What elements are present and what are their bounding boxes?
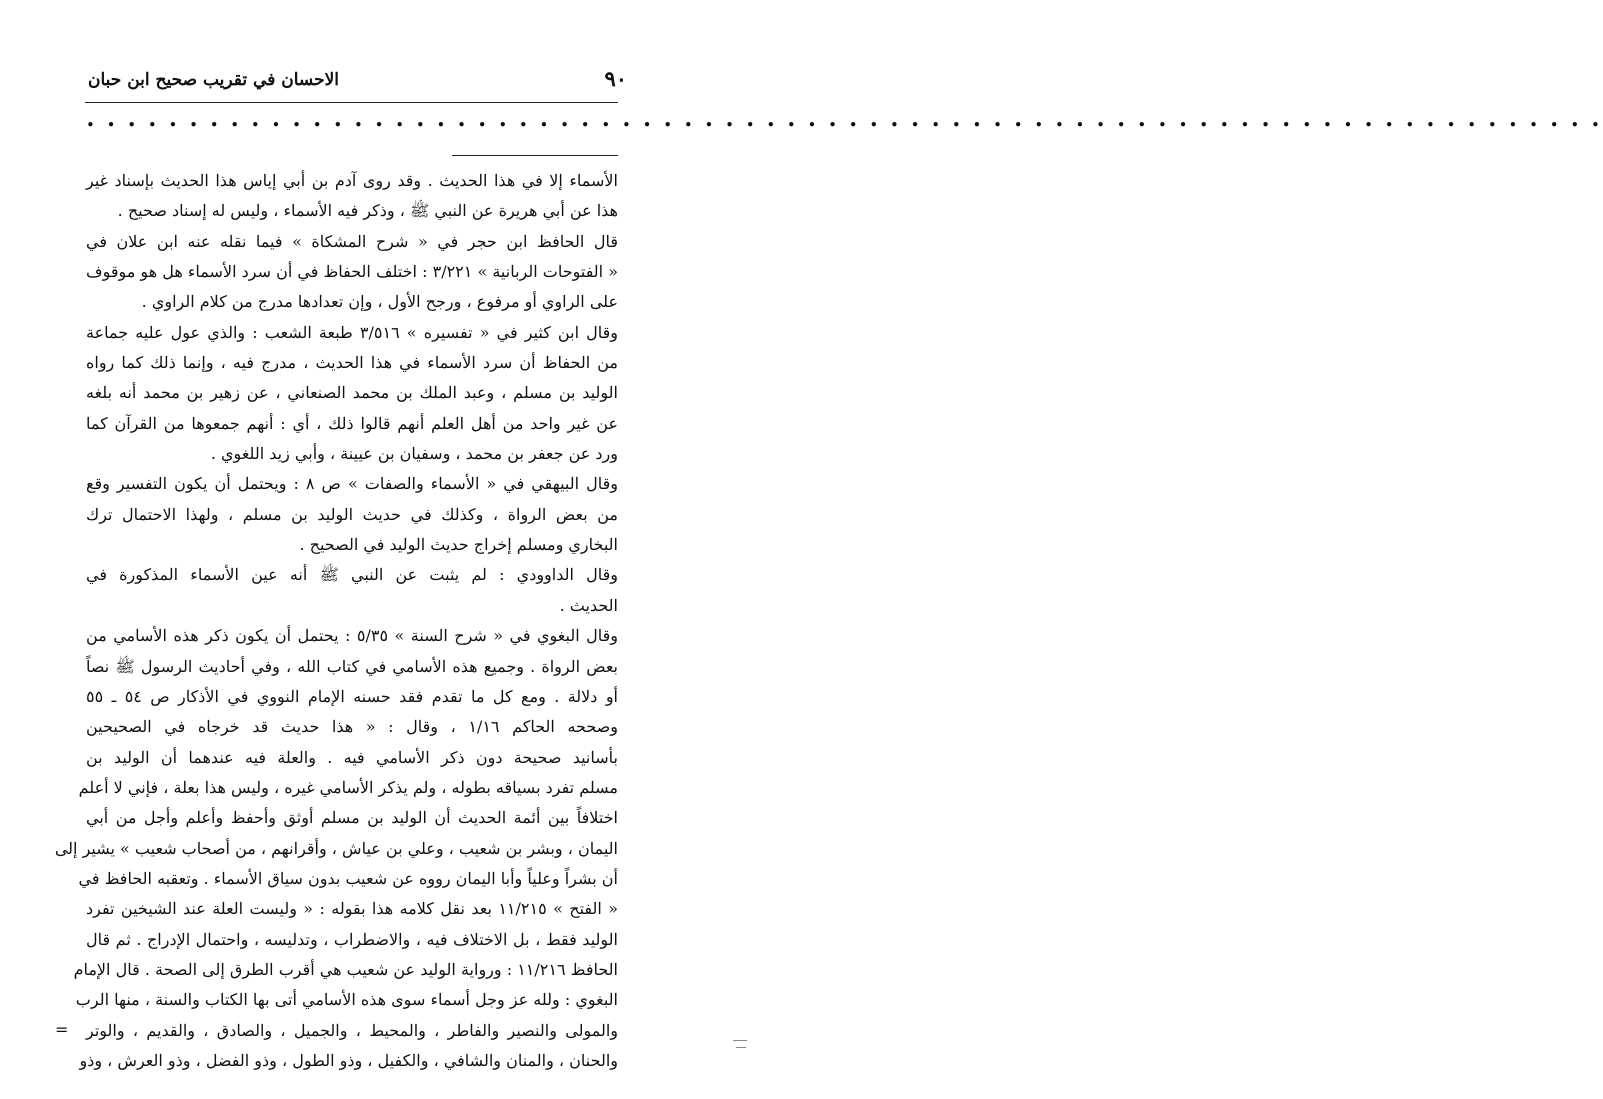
- footnote-line: عن غير واحد من أهل العلم أنهم قالوا ذلك ، أي : أنهم جمعوها من القرآن كما: [86, 413, 618, 433]
- footnote-line: قال الحافظ ابن حجر في « شرح المشكاة » فيما نقله عنه ابن علان في: [86, 231, 618, 251]
- footnote-line: الحديث .: [559, 595, 618, 615]
- footnote-line: بعض الرواة . وجميع هذه الأسامي في كتاب الله ، وفي أحاديث الرسول ﷺ نصاً: [86, 656, 618, 676]
- footnote-line: بأسانيد صحيحة دون ذكر الأسامي فيه . والعلة فيه عندهما أن الوليد بن: [86, 747, 618, 767]
- running-title: الاحسان في تقريب صحيح ابن حبان: [88, 70, 339, 90]
- footnote-line: الوليد بن مسلم ، وعبد الملك بن محمد الصنعاني ، عن زهير بن محمد أنه بلغه: [86, 383, 618, 403]
- footnote-line: « الفتوحات الربانية » ٣/٢٢١ : اختلف الحفاظ في أن سرد الأسماء هل هو موقوف: [86, 262, 619, 282]
- header-rule: [85, 102, 618, 103]
- footnote-line: وقال الداوودي : لم يثبت عن النبي ﷺ أنه عين الأسماء المذكورة في: [86, 565, 618, 585]
- footnote-line: والمولى والنصير والفاطر ، والمحيط ، والجميل ، والصادق ، والقديم ، والوتر: [86, 1020, 618, 1040]
- footnote-line: ورد عن جعفر بن محمد ، وسفيان بن عيينة ، وأبي زيد اللغوي .: [210, 444, 618, 464]
- footnote-body: [54, 166, 619, 1076]
- page-number: ٩٠: [604, 66, 627, 91]
- footnote-rule: [452, 155, 618, 156]
- footnote-line: هذا عن أبي هريرة عن النبي ﷺ ، وذكر فيه الأسماء ، وليس له إسناد صحيح .: [117, 201, 618, 221]
- footnote-line: اليمان ، وبشر بن شعيب ، وعلي بن عياش ، وأقرانهم ، من أصحاب شعيب » يشير إلى: [54, 838, 618, 858]
- footnote-line: اختلافاً بين أئمة الحديث أن الوليد بن مسلم أوثق وأحفظ وأعلم وأجل من أبي: [86, 808, 618, 828]
- footnote-line: أو دلالة . ومع كل ما تقدم فقد حسنه الإمام النووي في الأذكار ص ٥٤ ـ ٥٥: [86, 686, 619, 706]
- edge-mark: [733, 1040, 747, 1041]
- footnote-line: مسلم تفرد بسياقه بطوله ، ولم يذكر الأسامي غيره ، وليس هذا بعلة ، فإني لا أعلم: [78, 777, 618, 797]
- footnote-line: وقال البغوي في « شرح السنة » ٥/٣٥ : يحتمل أن يكون ذكر هذه الأسامي من: [86, 626, 618, 646]
- continuation-mark: =: [55, 1020, 69, 1039]
- footnote-line: والحنان ، والمنان والشافي ، والكفيل ، وذو الطول ، وذو الفضل ، وذو العرش ، وذو: [79, 1050, 618, 1070]
- footnote-line: على الراوي أو مرفوع ، ورجح الأول ، وإن تعدادها مدرج من كلام الراوي .: [141, 292, 618, 312]
- footnote-line: البغوي : ولله عز وجل أسماء سوى هذه الأسامي أتى بها الكتاب والسنة ، منها الرب: [75, 990, 618, 1010]
- footnote-line: « الفتح » ١١/٢١٥ بعد نقل كلامه هذا بقوله : « وليست العلة عند الشيخين تفرد: [86, 899, 619, 919]
- footnote-line: البخاري ومسلم إخراج حديث الوليد في الصحيح .: [299, 535, 618, 555]
- footnote-line: الحافظ ١١/٢١٦ : ورواية الوليد عن شعيب هي أقرب الطرق إلى الصحة . قال الإمام: [73, 959, 618, 979]
- footnote-line: من الحفاظ أن سرد الأسماء في هذا الحديث ، مدرج فيه ، وإنما ذلك كما رواه: [86, 353, 618, 373]
- footnote-line: وصححه الحاكم ١/١٦ ، وقال : « هذا حديث قد خرجاه في الصحيحين: [86, 717, 618, 737]
- dotted-separator: • • • • • • • • • • • • • • • • • • • • • • • • • • • • • • • • • • • • • • • • • • • • • • • • • • • • • • • • • • • • • • • • • • • • • • • • • •: [86, 116, 1603, 134]
- footnote-line: أن بشراً وعلياً وأبا اليمان رووه عن شعيب بدون سياق الأسماء . وتعقبه الحافظ في: [78, 868, 618, 888]
- footnote-line: الأسماء إلا في هذا الحديث . وقد روى آدم بن أبي إياس هذا الحديث بإسناد غير: [86, 171, 618, 190]
- footnote-line: وقال ابن كثير في « تفسيره » ٣/٥١٦ طبعة الشعب : والذي عول عليه جماعة: [86, 322, 619, 342]
- footnote-line: الوليد فقط ، بل الاختلاف فيه ، والاضطراب ، وتدليسه ، واحتمال الإدراج . ثم قال: [86, 929, 618, 949]
- footnote-line: وقال البيهقي في « الأسماء والصفات » ص ٨ : ويحتمل أن يكون التفسير وقع: [86, 474, 619, 494]
- footnote-line: من بعض الرواة ، وكذلك في حديث الوليد بن مسلم ، ولهذا الاحتمال ترك: [86, 504, 618, 524]
- edge-mark: [736, 1047, 746, 1048]
